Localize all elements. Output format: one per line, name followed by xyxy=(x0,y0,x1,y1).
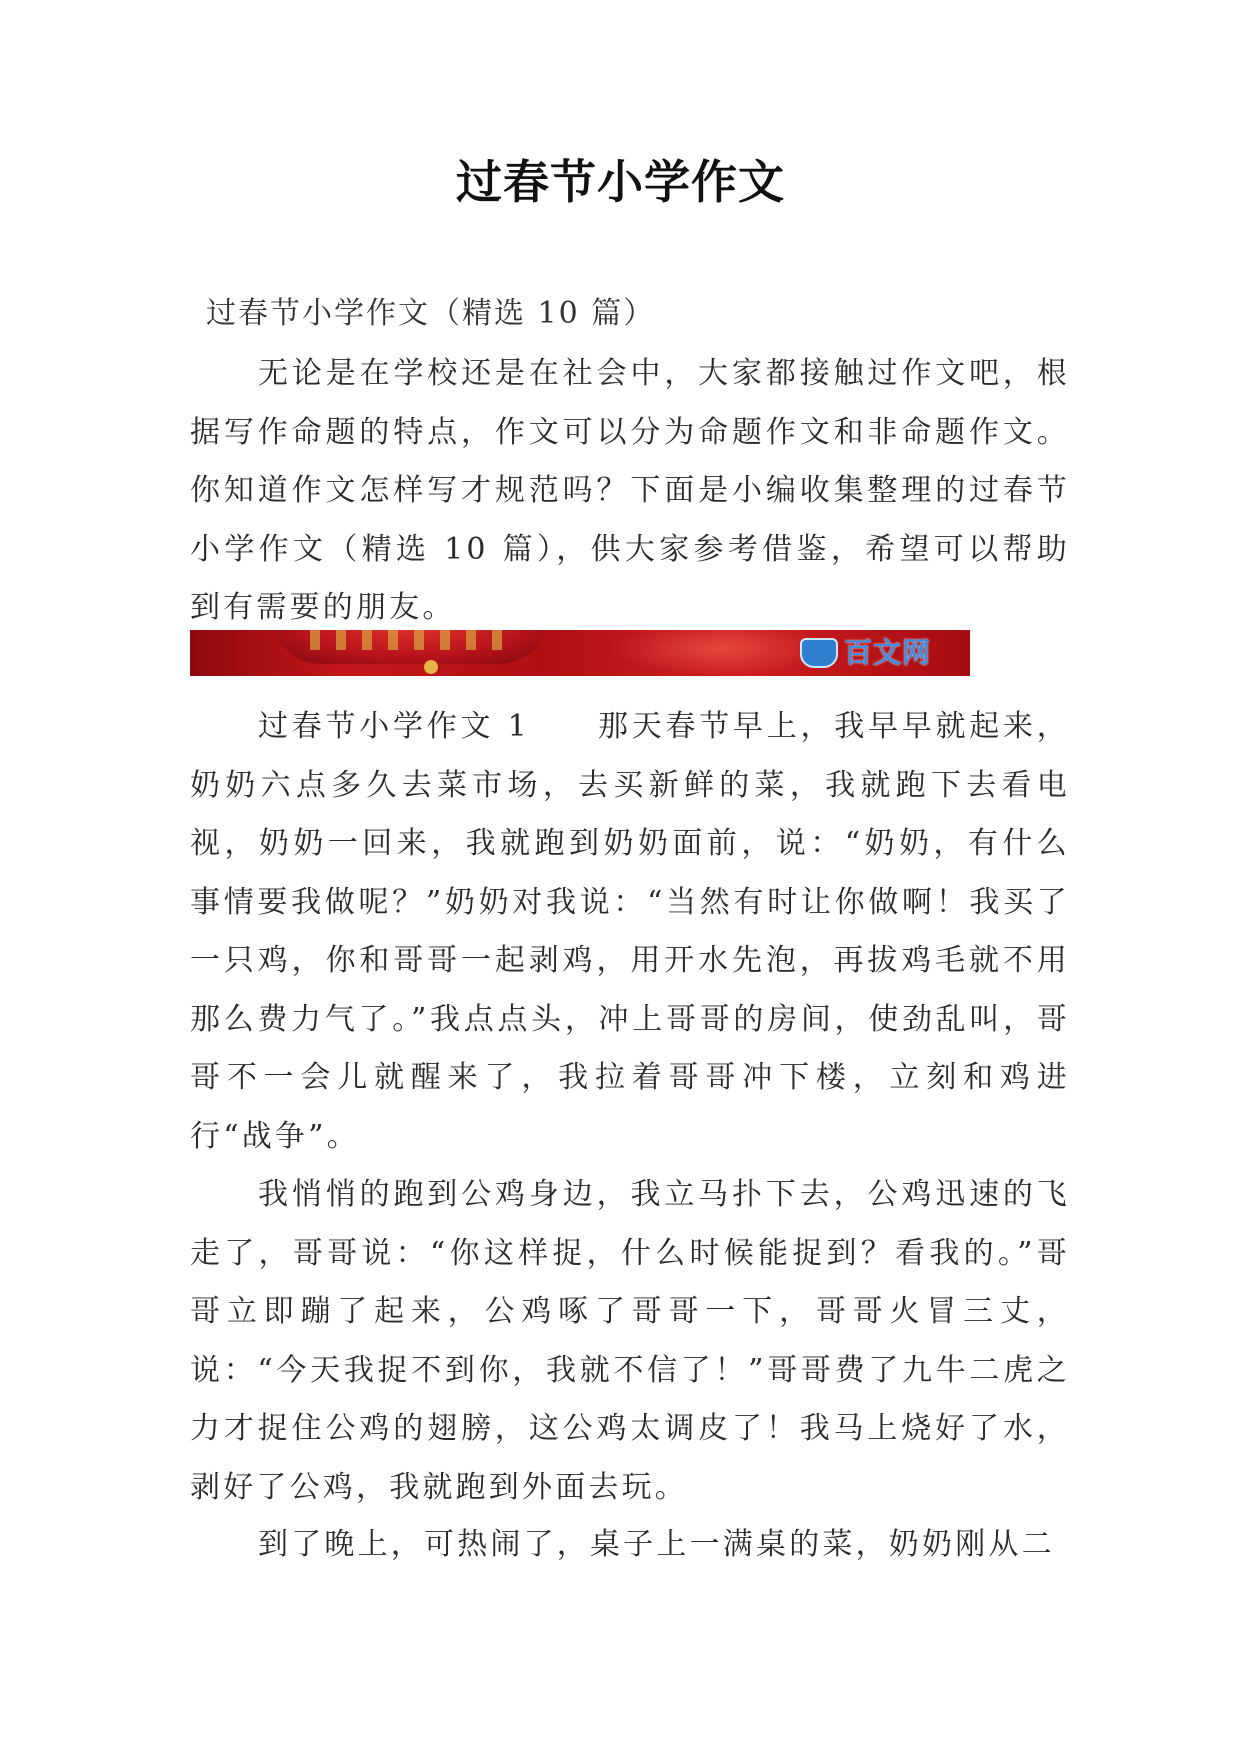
decorative-banner-image xyxy=(190,630,970,676)
lantern-knot xyxy=(424,660,438,674)
lantern-pattern xyxy=(310,630,510,650)
banner-glow xyxy=(610,630,830,676)
document-subtitle: 过春节小学作文（精选 10 篇） xyxy=(206,296,656,331)
essay-1-paragraph-3: 到了晚上，可热闹了，桌子上一满桌的菜，奶奶刚从二 xyxy=(258,1527,1055,1562)
book-logo-icon xyxy=(800,638,838,668)
essay-1-paragraph-2: 我悄悄的跑到公鸡身边，我立马扑下去，公鸡迅速的飞走了，哥哥说：“你这样捉，什么时候能捉到？看我的。”哥哥立即蹦了起来，公鸡啄了哥哥一下，哥哥火冒三丈，说：“今天我捉不到你，我就不信了！”哥哥费了九牛二虎之力才捉住公鸡的翅膀，这公鸡太调皮了！我马上烧好了水，剥好了公鸡，我就跑到外面去玩。 xyxy=(190,1177,1070,1505)
essay-1-paragraph-1: 过春节小学作文 1 那天春节早上，我早早就起来，奶奶六点多久去菜市场，去买新鲜的菜，我就跑下去看电视，奶奶一回来，我就跑到奶奶面前，说：“奶奶，有什么事情要我做呢？”奶奶对我说：“当然有时让你做啊！我买了一只鸡，你和哥哥一起剥鸡，用开水先泡，再拔鸡毛就不用那么费力气了。”我点点头，冲上哥哥的房间，使劲乱叫，哥哥不一会儿就醒来了，我拉着哥哥冲下楼，立刻和鸡进行“战争”。 xyxy=(190,709,1070,1154)
page-title: 过春节小学作文 xyxy=(456,155,785,209)
site-logo-text: 百文网 xyxy=(844,636,932,669)
site-logo xyxy=(800,636,931,670)
intro-paragraph: 无论是在学校还是在社会中，大家都接触过作文吧，根据写作命题的特点，作文可以分为命题作文和非命题作文。你知道作文怎样写才规范吗？下面是小编收集整理的过春节小学作文（精选 10 篇），供大家参考借鉴，希望可以帮助到有需要的朋友。 xyxy=(190,356,1070,625)
